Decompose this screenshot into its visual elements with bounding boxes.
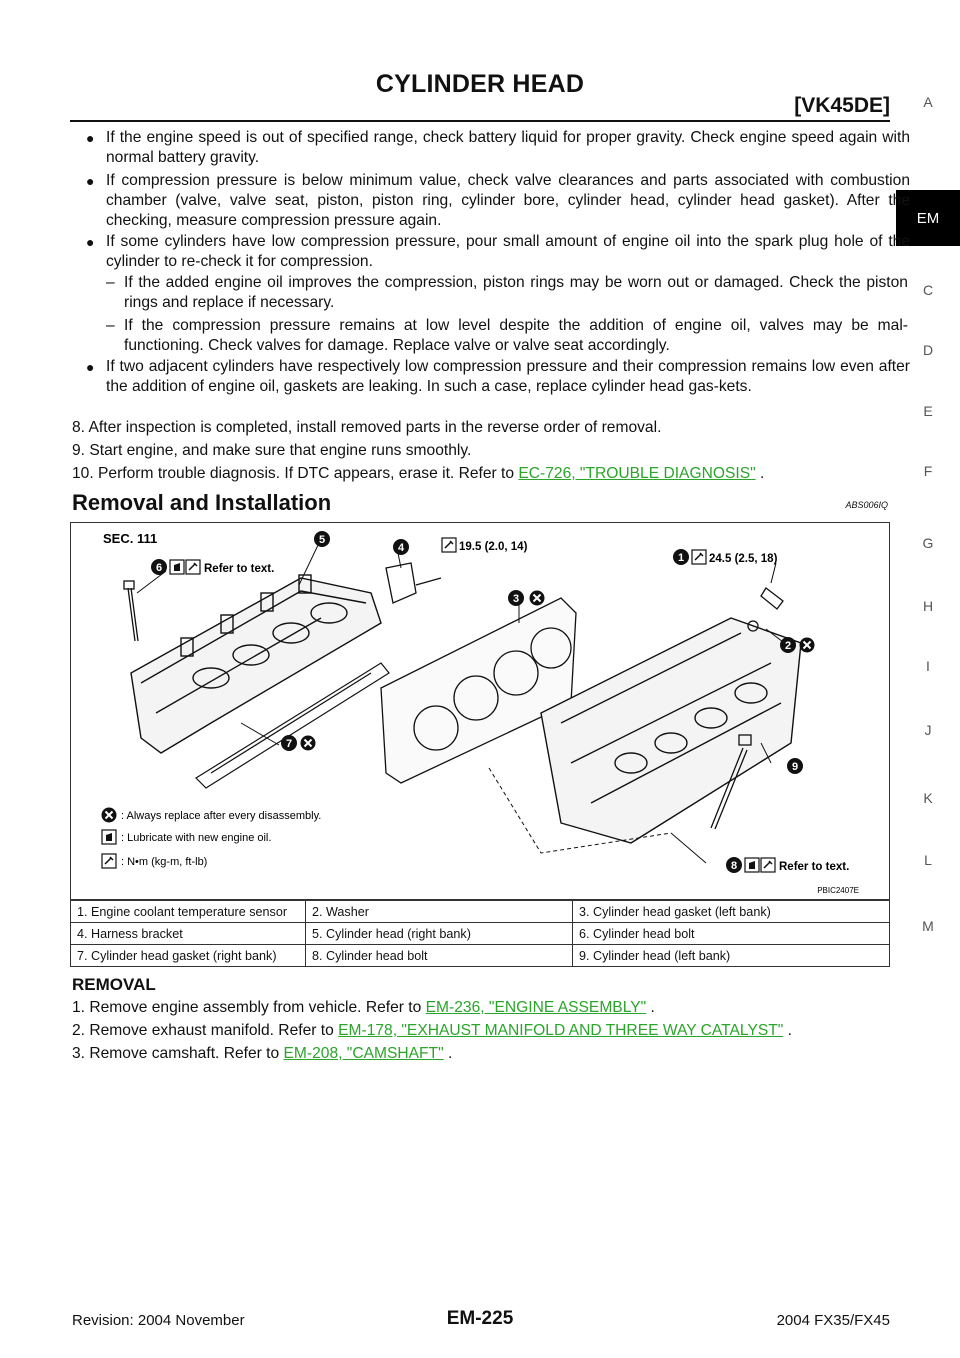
engine-model: [VK45DE] — [794, 94, 890, 117]
page-title: CYLINDER HEAD — [375, 70, 585, 98]
vehicle-model: 2004 FX35/FX45 — [776, 1312, 890, 1329]
svg-text:3: 3 — [512, 593, 520, 605]
section-code: ABS006IQ — [845, 500, 888, 510]
page-number: EM-225 — [446, 1308, 514, 1329]
callout-1 — [673, 549, 689, 565]
torque-wrench-icon — [761, 858, 775, 872]
callout-8 — [726, 857, 742, 873]
callout-5 — [314, 531, 330, 547]
sidebar-item-h[interactable]: H — [922, 598, 934, 614]
sidebar-item-i[interactable]: I — [926, 658, 930, 674]
svg-text:4: 4 — [397, 542, 405, 554]
bullet-item: ● If compression pressure is below minimum value, check valve clearances and parts associated with combustion chamber (valve, valve seat, piston, piston ring, cylinder bore, cylinder head, cylinder head gasket). After the checking, measure compression pressure again. — [86, 172, 910, 229]
cylinder-head-bolt-6 — [124, 581, 138, 641]
legend-replace: : Always replace after every disassembly. — [121, 810, 322, 822]
svg-text:7: 7 — [285, 738, 293, 750]
svg-text:2: 2 — [784, 640, 792, 652]
callout-3 — [508, 590, 524, 606]
sec-number: SEC. 111 — [103, 531, 158, 546]
removal-step-1: 1. Remove engine assembly from vehicle. Refer to EM-236, "ENGINE ASSEMBLY" . — [72, 999, 655, 1016]
sidebar-item-m[interactable]: M — [922, 918, 934, 934]
sidebar-item-j[interactable]: J — [924, 722, 932, 738]
removal-step-3: 3. Remove camshaft. Refer to EM-208, "CAMSHAFT" . — [72, 1045, 453, 1062]
dash-item: – If the added engine oil improves the compression, piston rings may be worn out or damaged. Check the piston rings and replace if necessary. — [106, 274, 908, 311]
torque-wrench-icon — [692, 550, 706, 564]
removal-step-2: 2. Remove exhaust manifold. Refer to EM-178, "EXHAUST MANIFOLD AND THREE WAY CATALYST" . — [72, 1022, 793, 1039]
torque-wrench-icon — [186, 560, 200, 574]
dash-marker-icon: – — [106, 274, 115, 291]
step-9: 9. Start engine, and make sure that engine runs smoothly. — [72, 442, 472, 459]
replace-x-icon — [102, 808, 117, 823]
lubricate-icon — [745, 858, 759, 872]
table-row: 1. Engine coolant temperature sensor 2. Washer 3. Cylinder head gasket (left bank) — [71, 901, 890, 923]
section-title: Removal and Installation — [72, 490, 332, 515]
sidebar-item-f[interactable]: F — [923, 463, 933, 479]
link-em-208[interactable]: EM-208, "CAMSHAFT" — [283, 1045, 444, 1062]
link-em-236[interactable]: EM-236, "ENGINE ASSEMBLY" — [425, 999, 647, 1016]
step-10: 10. Perform trouble diagnosis. If DTC appears, erase it. Refer to EC-726, "TROUBLE DIAGNOSIS" . — [72, 465, 765, 482]
bullet-item: ● If the engine speed is out of specified range, check battery liquid for proper gravity. Check engine speed again with normal battery gravity. — [86, 129, 910, 166]
link-em-178[interactable]: EM-178, "EXHAUST MANIFOLD AND THREE WAY CATALYST" — [338, 1022, 784, 1039]
legend-unit: : N•m (kg-m, ft-lb) — [121, 856, 208, 868]
table-row: 7. Cylinder head gasket (right bank) 8. Cylinder head bolt 9. Cylinder head (left bank) — [71, 945, 890, 967]
cylinder-head-left-bank — [541, 618, 801, 843]
legend-lubricate: : Lubricate with new engine oil. — [121, 832, 272, 844]
sidebar-item-g[interactable]: G — [922, 535, 934, 551]
bullet-item: ● If two adjacent cylinders have respectively low compression pressure and their compression remains low even after the addition of engine oil, gaskets are leaking. In such a case, replace cylinder head gas-kets. — [86, 358, 910, 395]
sidebar-item-c[interactable]: C — [922, 282, 934, 298]
cylinder-head-right-bank — [131, 575, 381, 753]
link-ec-726[interactable]: EC-726, "TROUBLE DIAGNOSIS" — [518, 465, 756, 482]
bullet-dot-icon: ● — [86, 234, 95, 250]
dash-marker-icon: – — [106, 317, 115, 334]
figure-code: PBIC2407E — [817, 886, 859, 895]
step-8: 8. After inspection is completed, install removed parts in the reverse order of removal. — [72, 419, 662, 436]
replace-x-icon — [800, 638, 815, 653]
torque-wrench-icon — [102, 854, 116, 868]
callout-6 — [151, 559, 167, 575]
sidebar-item-e[interactable]: E — [923, 403, 933, 419]
svg-text:6: 6 — [155, 562, 163, 574]
coolant-temp-sensor — [748, 588, 783, 631]
sidebar-item-k[interactable]: K — [923, 790, 933, 806]
replace-x-icon — [530, 591, 545, 606]
harness-bracket — [386, 563, 441, 603]
torque-value-4: 19.5 (2.0, 14) — [459, 541, 528, 553]
bullet-item: ● If some cylinders have low compression pressure, pour small amount of engine oil into the spark plug hole of the cylinder to re-check it for compression. — [86, 233, 910, 270]
callout-9 — [787, 758, 803, 774]
callout-7 — [281, 735, 297, 751]
bullet-dot-icon: ● — [86, 173, 95, 189]
bullet-dot-icon: ● — [86, 359, 95, 375]
svg-text:8: 8 — [730, 860, 738, 872]
refer-text-8: Refer to text. — [779, 861, 850, 873]
torque-value-1: 24.5 (2.5, 18) — [709, 553, 778, 565]
replace-x-icon — [301, 736, 316, 751]
dash-item: – If the compression pressure remains at low level despite the addition of engine oil, valves may be mal-functioning. Check valves for damage. Replace valve or valve seat accordingly. — [106, 317, 908, 354]
header-rule — [70, 120, 890, 122]
sidebar-item-em-active[interactable]: EM — [896, 190, 960, 246]
sidebar-item-a[interactable]: A — [923, 94, 933, 110]
refer-text-6: Refer to text. — [204, 563, 275, 575]
revision-date: Revision: 2004 November — [72, 1312, 245, 1329]
callout-4 — [393, 539, 409, 555]
bullet-dot-icon: ● — [86, 130, 95, 146]
sidebar-item-d[interactable]: D — [922, 342, 934, 358]
removal-heading: REMOVAL — [72, 975, 156, 994]
torque-wrench-icon — [442, 538, 456, 552]
svg-text:1: 1 — [677, 552, 685, 564]
sidebar-item-l[interactable]: L — [924, 852, 932, 868]
svg-text:9: 9 — [791, 761, 799, 773]
parts-legend-table — [70, 900, 890, 967]
table-row: 4. Harness bracket 5. Cylinder head (right bank) 6. Cylinder head bolt — [71, 923, 890, 945]
cylinder-head-gasket-left-bank — [381, 598, 576, 783]
lubricate-icon — [102, 830, 116, 844]
lubricate-icon — [170, 560, 184, 574]
callout-2 — [780, 637, 796, 653]
svg-text:5: 5 — [318, 534, 326, 546]
exploded-diagram — [70, 522, 890, 900]
